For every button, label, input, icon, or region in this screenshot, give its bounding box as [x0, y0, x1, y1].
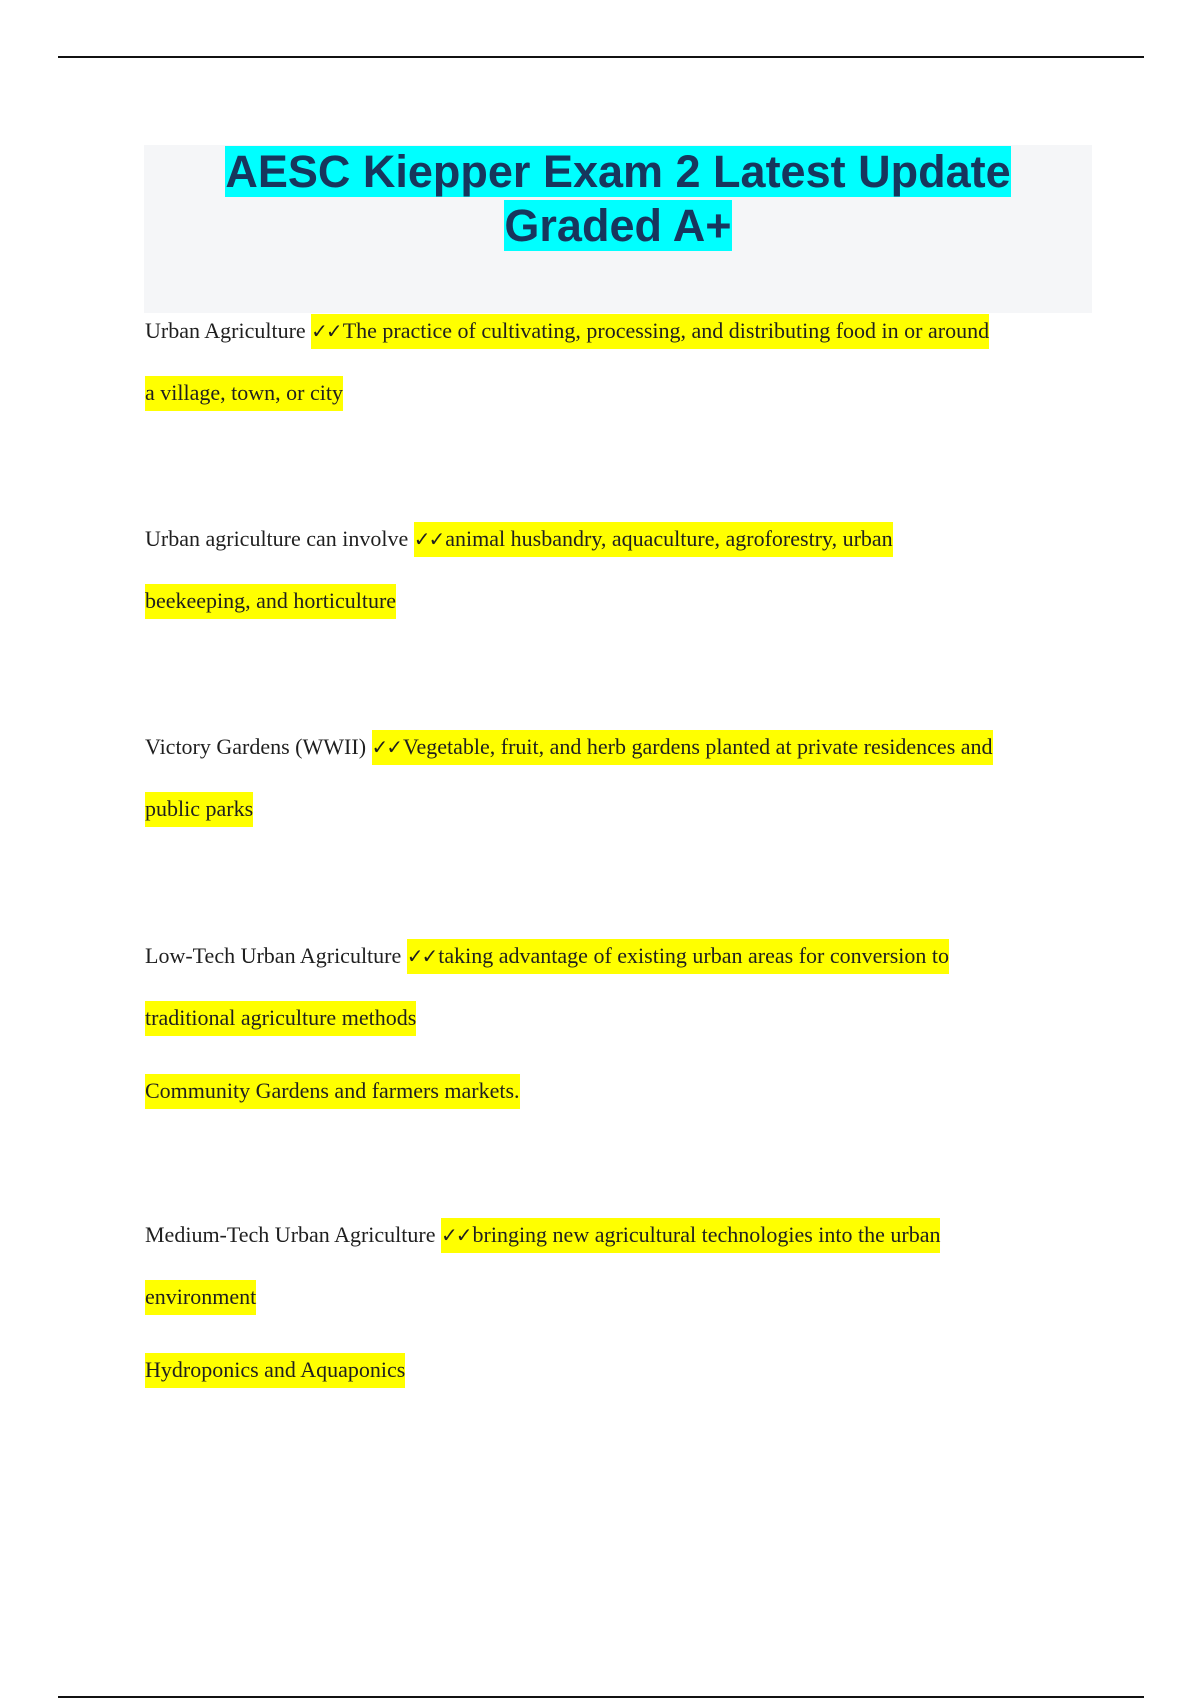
- flashcard-entry: [145, 1204, 1095, 1400]
- entry-line-1: [145, 300, 1095, 362]
- entry-line-2: [145, 987, 1095, 1048]
- bottom-rule: [58, 1696, 1144, 1698]
- entry-line-2: [145, 778, 1095, 839]
- answer-text-continued: traditional agriculture methods: [145, 1001, 416, 1036]
- flashcard-entry: [145, 716, 1095, 839]
- entry-line-1: [145, 508, 1095, 570]
- double-check-icon: ✓✓: [413, 527, 444, 551]
- answer-text-continued: beekeeping, and horticulture: [145, 584, 396, 619]
- document-title-line-1: AESC Kiepper Exam 2 Latest Update: [225, 146, 1011, 197]
- document-title-line-2: Graded A+: [504, 200, 732, 251]
- answer-highlight: [311, 314, 989, 349]
- term-text: Low-Tech Urban Agriculture: [145, 943, 407, 968]
- entry-extra-line: [145, 1339, 1095, 1400]
- entry-line-1: [145, 716, 1095, 778]
- answer-highlight: [414, 522, 893, 557]
- answer-text: The practice of cultivating, processing, and distributing food in or around: [342, 318, 990, 343]
- term-text: Victory Gardens (WWII): [145, 734, 372, 759]
- top-rule: [58, 56, 1144, 58]
- term-text: Medium-Tech Urban Agriculture: [145, 1222, 441, 1247]
- flashcard-entry: [145, 508, 1095, 631]
- answer-text: Vegetable, fruit, and herb gardens planted at private residences and: [403, 734, 993, 759]
- answer-text-continued: public parks: [145, 792, 253, 827]
- answer-text: animal husbandry, aquaculture, agroforestry, urban: [445, 526, 893, 551]
- title-block: [144, 145, 1092, 313]
- answer-example-text: Hydroponics and Aquaponics: [145, 1353, 405, 1388]
- double-check-icon: ✓✓: [406, 944, 437, 968]
- flashcard-entry: [145, 300, 1095, 423]
- answer-highlight: [407, 939, 949, 974]
- double-check-icon: ✓✓: [440, 1223, 471, 1247]
- entry-line-2: [145, 1266, 1095, 1327]
- answer-highlight: [441, 1218, 941, 1253]
- answer-text: taking advantage of existing urban areas for conversion to: [438, 943, 949, 968]
- entry-line-2: [145, 570, 1095, 631]
- double-check-icon: ✓✓: [311, 319, 341, 343]
- answer-text: bringing new agricultural technologies into the urban: [472, 1222, 941, 1247]
- term-text: Urban agriculture can involve: [145, 526, 414, 551]
- double-check-icon: ✓✓: [371, 735, 402, 759]
- term-text: Urban Agriculture: [145, 318, 312, 343]
- entry-line-1: [145, 925, 1095, 987]
- answer-text-continued: a village, town, or city: [145, 376, 343, 411]
- entry-line-2: [145, 362, 1095, 423]
- answer-highlight: [372, 730, 993, 765]
- answer-example-text: Community Gardens and farmers markets.: [145, 1074, 520, 1109]
- flashcard-entry: [145, 925, 1095, 1121]
- entry-line-1: [145, 1204, 1095, 1266]
- entry-extra-line: [145, 1060, 1095, 1121]
- answer-text-continued: environment: [145, 1280, 256, 1315]
